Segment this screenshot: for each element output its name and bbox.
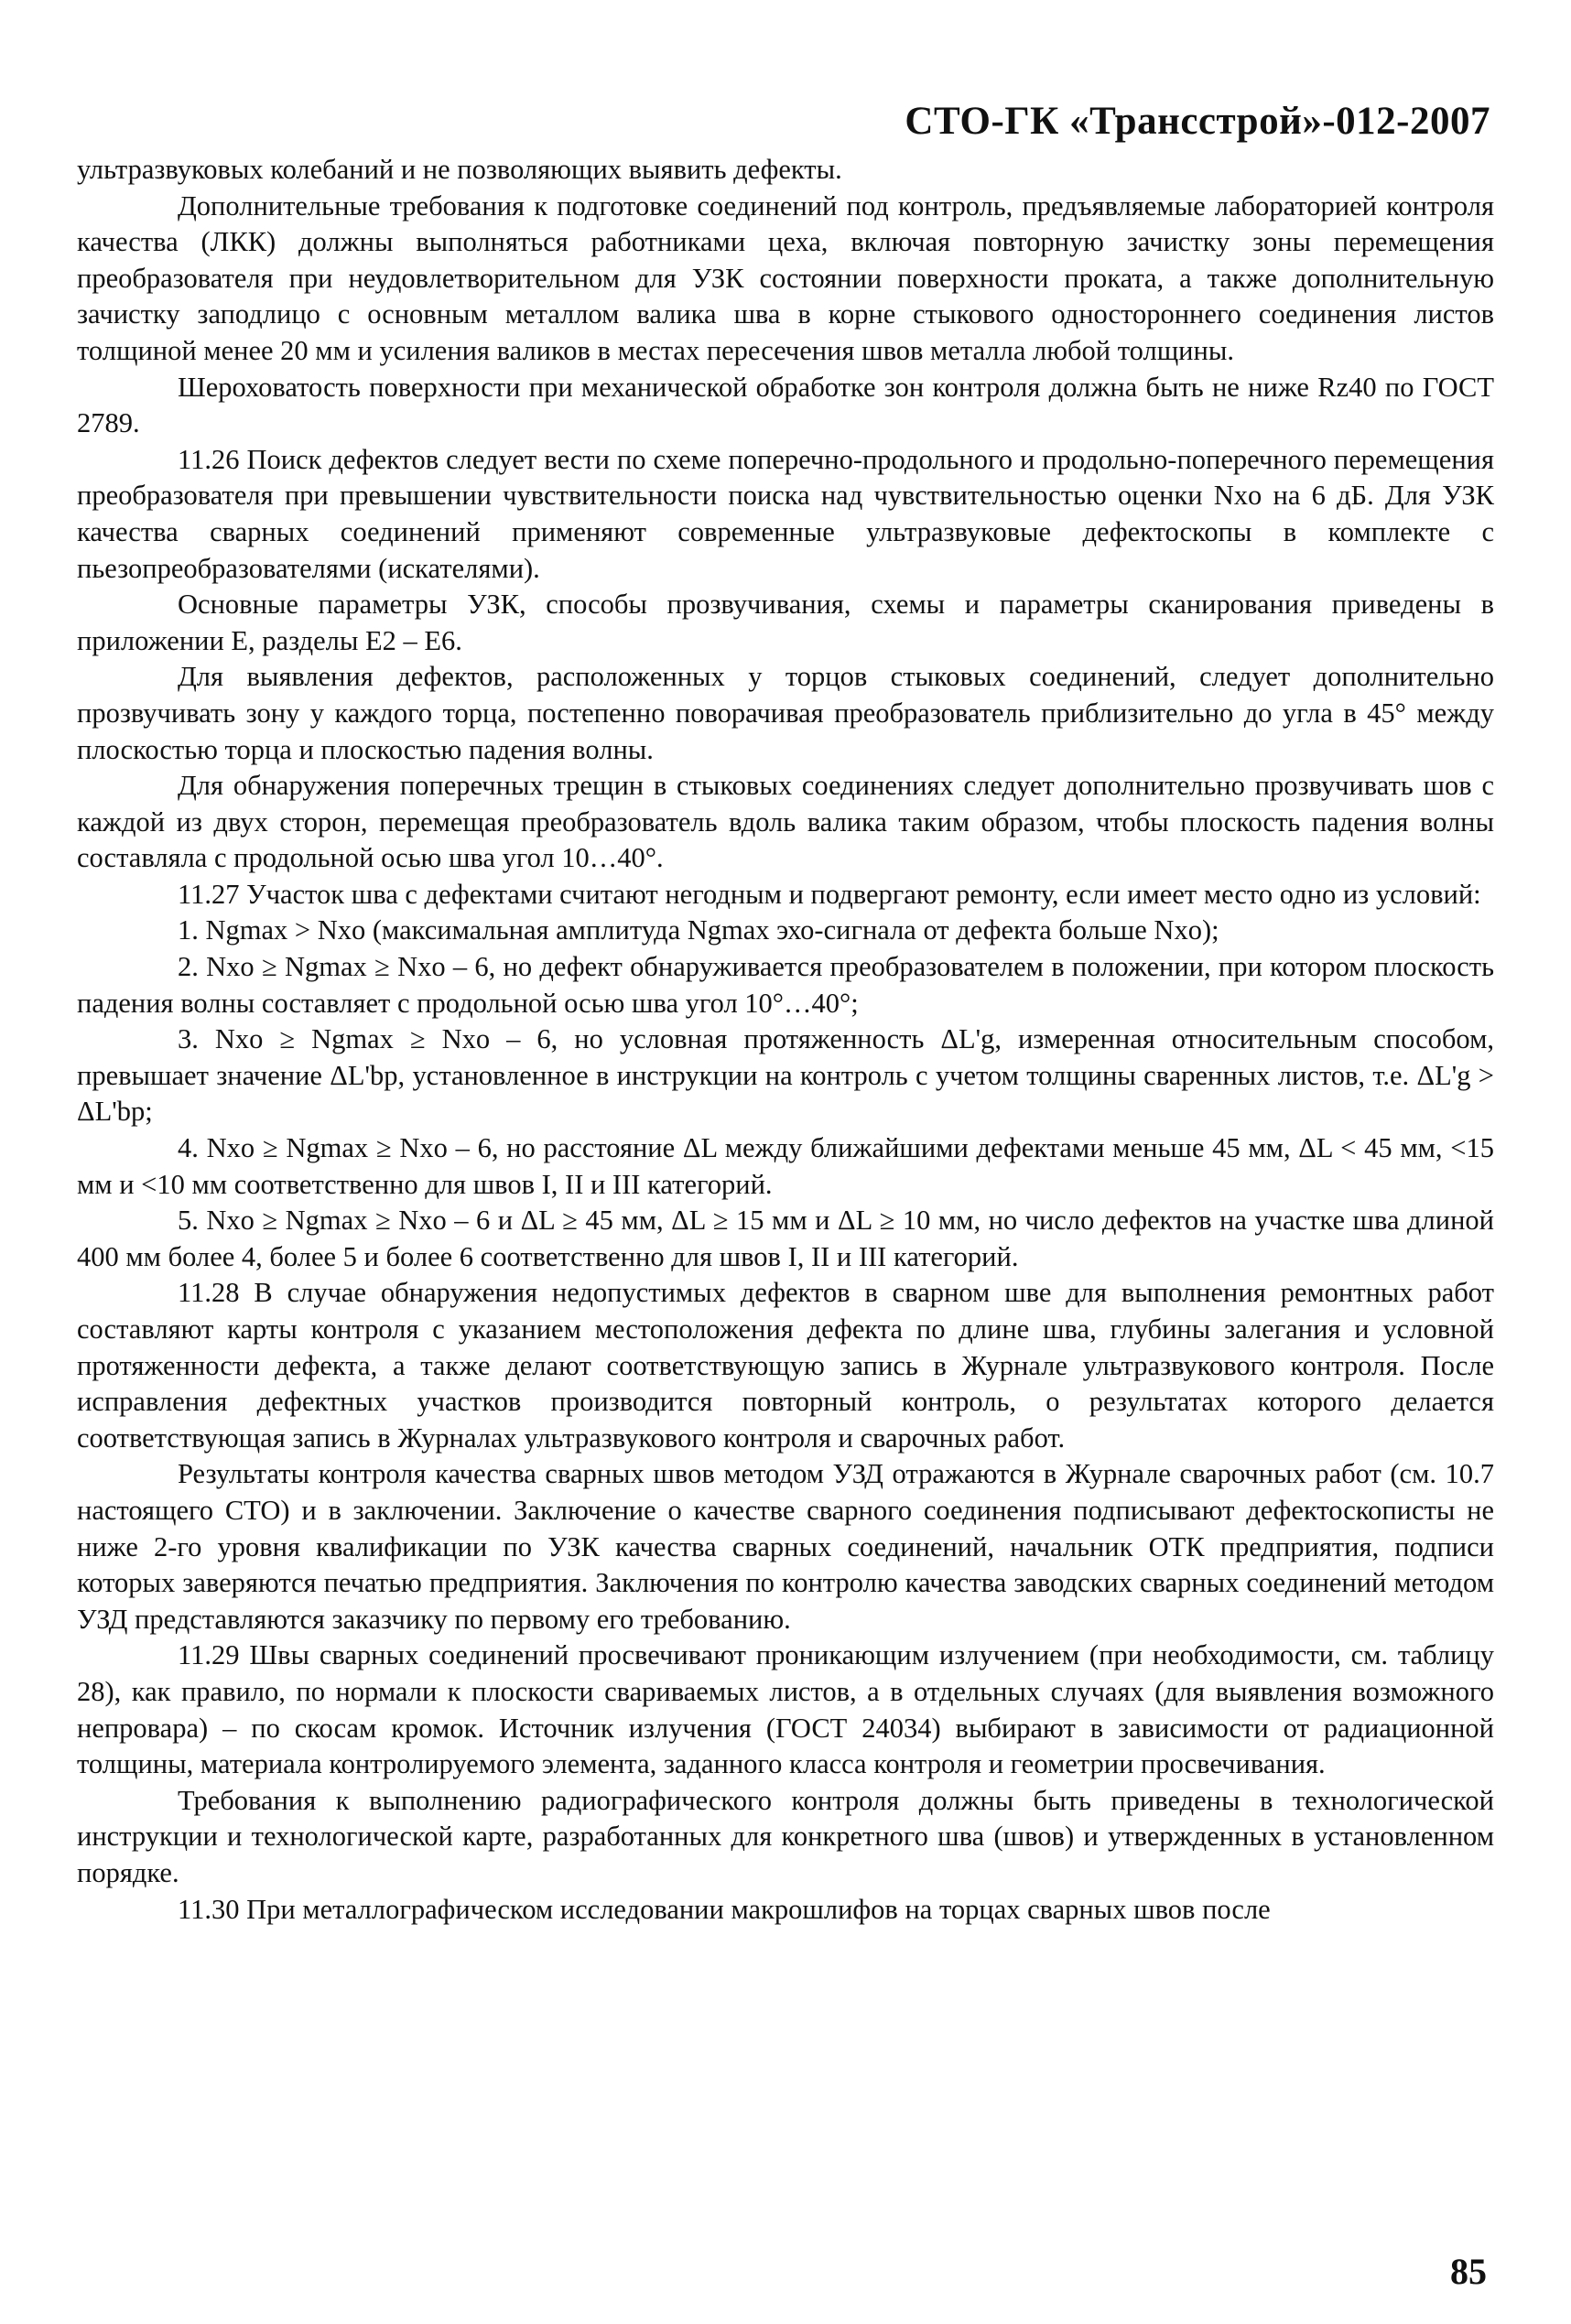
paragraph: 11.27 Участок шва с дефектами считают негодным и подвергают ремонту, если имеет место одно из условий: <box>178 878 1481 910</box>
paragraph: 11.30 При металлографическом исследовании макрошлифов на торцах сварных швов после <box>178 1893 1271 1925</box>
paragraph: ультразвуковых колебаний и не позволяющих выявить дефекты. <box>77 154 842 185</box>
paragraph: 1. Ngmax > Nxo (максимальная амплитуда Ngmax эхо-сигнала от дефекта больше Nxo); <box>178 914 1219 946</box>
page-number: 85 <box>1450 2251 1487 2292</box>
paragraph: Основные параметры УЗК, способы прозвучивания, схемы и параметры сканирования приведены в приложении Е, разделы Е2 – Е6. <box>77 589 1494 656</box>
paragraph: 2. Nxo ≥ Ngmax ≥ Nxo – 6, но дефект обнаруживается преобразователем в положении, при котором плоскость падения волны составляет с продольной осью шва угол 10°…40°; <box>77 951 1494 1019</box>
paragraph: 5. Nxo ≥ Ngmax ≥ Nxo – 6 и ΔL ≥ 45 мм, ΔL ≥ 15 мм и ΔL ≥ 10 мм, но число дефектов на участке шва длиной 400 мм более 4, более 5 и более 6 соответственно для швов I, II и III категорий. <box>77 1205 1494 1272</box>
paragraph: Для обнаружения поперечных трещин в стыковых соединениях следует дополнительно прозвучивать шов с каждой из двух сторон, перемещая преобразователь вдоль валика таким образом, чтобы плоскость падения волны составляла с продольной осью шва угол 10…40°. <box>77 770 1494 874</box>
paragraph: Дополнительные требования к подготовке соединений под контроль, предъявляемые лабораторией контроля качества (ЛКК) должны выполняться работниками цеха, включая повторную зачистку зоны перемещения преобразователя при неудовлетворительном для УЗК состоянии поверхности проката, а также дополнительную зачистку заподлицо с основным металлом валика шва в корне стыкового одностороннего соединения листов толщиной менее 20 мм и усиления валиков в местах пересечения швов металла любой толщины. <box>77 189 1494 366</box>
paragraph: 11.26 Поиск дефектов следует вести по схеме поперечно-продольного и продольно-поперечного перемещения преобразователя при превышении чувствительности поиска над чувствительностью оценки Nxo на 6 дБ. Для УЗК качества сварных соединений применяют современные ультразвуковые дефектоскопы в комплекте с пьезопреобразователями (искателями). <box>77 443 1494 584</box>
paragraph: Результаты контроля качества сварных швов методом УЗД отражаются в Журнале сварочных работ (см. 10.7 настоящего СТО) и в заключении. Заключение о качестве сварного соединения подписывают дефектоскописты не ниже 2-го уровня квалификации по УЗК качества сварных соединений, начальник ОТК предприятия, подписи которых заверяются печатью предприятия. Заключения по контролю качества заводских сварных соединений методом УЗД представляются заказчику по первому его требованию. <box>77 1458 1494 1635</box>
paragraph: 11.29 Швы сварных соединений просвечивают проникающим излучением (при необходимости, см. таблицу 28), как правило, по нормали к плоскости свариваемых листов, а в отдельных случаях (для выявления возможного непровара) – по скосам кромок. Источник излучения (ГОСТ 24034) выбирают в зависимости от радиационной толщины, материала контролируемого элемента, заданного класса контроля и геометрии просвечивания. <box>77 1639 1494 1780</box>
paragraph: 11.28 В случае обнаружения недопустимых дефектов в сварном шве для выполнения ремонтных работ составляют карты контроля с указанием местоположения дефекта по длине шва, глубины залегания и условной протяженности дефекта, а также делают соответствующую запись в Журнале ультразвукового контроля. После исправления дефектных участков производится повторный контроль, о результатах которого делается соответствующая запись в Журналах ультразвукового контроля и сварочных работ. <box>77 1277 1494 1454</box>
paragraph: 4. Nxo ≥ Ngmax ≥ Nxo – 6, но расстояние ΔL между ближайшими дефектами меньше 45 мм, ΔL < 45 мм, <15 мм и <10 мм соответственно для швов I, II и III категорий. <box>77 1132 1494 1200</box>
paragraph: Требования к выполнению радиографического контроля должны быть приведены в технологической инструкции и технологической карте, разработанных для конкретного шва (швов) и утвержденных в установленном порядке. <box>77 1784 1494 1888</box>
paragraph: 3. Nxo ≥ Ngmax ≥ Nxo – 6, но условная протяженность ΔL'g, измеренная относительным способом, превышает значение ΔL'bp, установленное в инструкции на контроль с учетом толщины сваренных листов, т.е. ΔL'g > ΔL'bp; <box>77 1023 1494 1128</box>
paragraph: Шероховатость поверхности при механической обработке зон контроля должна быть не ниже Rz40 по ГОСТ 2789. <box>77 371 1494 439</box>
document-code-header: СТО-ГК «Трансстрой»-012-2007 <box>905 100 1490 143</box>
paragraph: Для выявления дефектов, расположенных у торцов стыковых соединений, следует дополнительно прозвучивать зону у каждого торца, постепенно поворачивая преобразователь приблизительно до угла в 45° между плоскостью торца и плоскостью падения волны. <box>77 661 1494 765</box>
document-body <box>77 152 1494 1928</box>
